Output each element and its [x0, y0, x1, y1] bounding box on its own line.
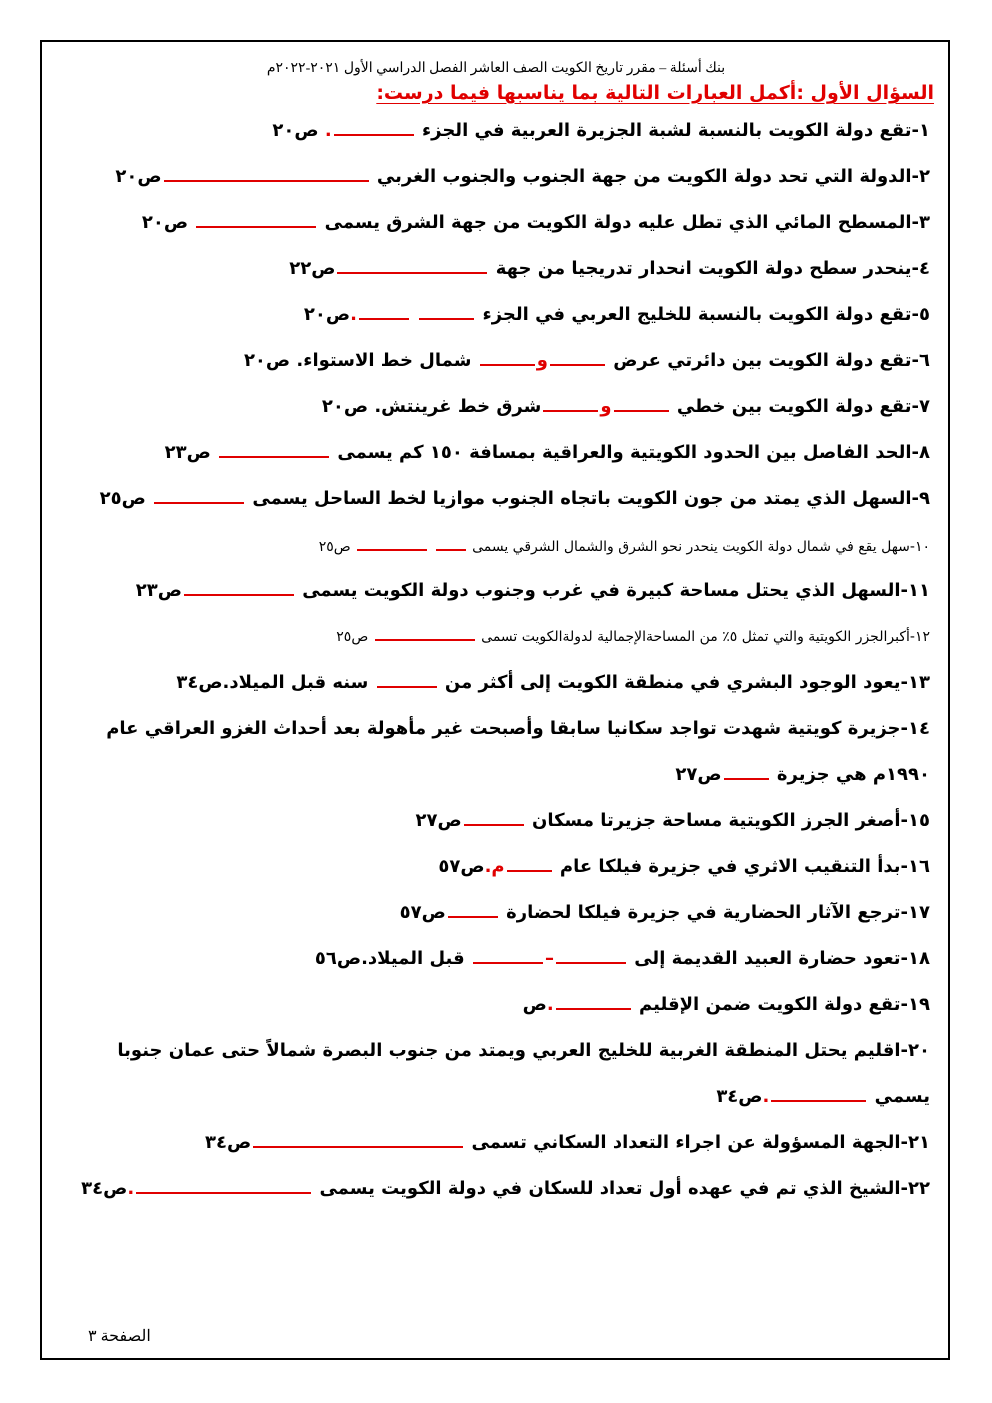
- answer-blank[interactable]: [419, 304, 474, 320]
- answer-blank[interactable]: [436, 535, 466, 551]
- answer-blank[interactable]: [480, 350, 535, 366]
- question-10: ١٠-سهل يقع في شمال دولة الكويت ينحدر نحو الشرق والشمال الشرقي يسمى ص٢٥: [60, 534, 930, 560]
- question-15: ١٥-أصغر الجرز الكويتية مساحة جزيرتا مسكان ص٢٧: [415, 810, 930, 831]
- answer-blank[interactable]: [448, 902, 498, 918]
- page-header: بنك أسئلة – مقرر تاريخ الكويت الصف العاشر الفصل الدراسي الأول ٢٠٢١-٢٠٢٢م: [266, 61, 726, 76]
- question-3: ٣-المسطح المائي الذي تطل عليه دولة الكويت من جهة الشرق يسمى ص٢٠: [141, 212, 930, 233]
- question-13: ١٣-يعود الوجود البشري في منطقة الكويت إلى أكثر من سنه قبل الميلاد.ص٣٤: [176, 672, 930, 693]
- answer-blank[interactable]: [771, 1086, 866, 1102]
- answer-blank[interactable]: [550, 350, 605, 366]
- question-16: ١٦-بدأ التنقيب الاثري في جزيرة فيلكا عام م.ص٥٧: [438, 856, 930, 877]
- answer-blank[interactable]: [357, 535, 427, 551]
- answer-blank[interactable]: [556, 948, 626, 964]
- question-8: ٨-الحد الفاصل بين الحدود الكويتية والعراقية بمسافة ١٥٠ كم يسمى ص٢٣: [164, 442, 930, 463]
- answer-blank[interactable]: [724, 764, 769, 780]
- question-12: ١٢-أكبرالجزر الكويتية والتي تمثل ٥٪ من المساحةالإجمالية لدولةالكويت تسمى ص٢٥: [60, 624, 930, 650]
- answer-blank[interactable]: [337, 258, 487, 274]
- page-number: الصفحة ٣: [88, 1328, 151, 1345]
- question-22: ٢٢-الشيخ الذي تم في عهده أول تعداد للسكان في دولة الكويت يسمى .ص٣٤: [81, 1178, 930, 1199]
- answer-blank[interactable]: [334, 120, 414, 136]
- question-title: السؤال الأول :أكمل العبارات التالية بما يناسبها فيما درست:: [376, 82, 934, 104]
- question-18: ١٨-تعود حضارة العبيد القديمة إلى – قبل الميلاد.ص٥٦: [314, 948, 930, 969]
- question-2: ٢-الدولة التي تحد دولة الكويت من جهة الجنوب والجنوب الغربي ص٢٠: [115, 166, 930, 187]
- answer-blank[interactable]: [219, 442, 329, 458]
- answer-blank[interactable]: [377, 672, 437, 688]
- page-border: [40, 40, 950, 1360]
- answer-blank[interactable]: [154, 488, 244, 504]
- question-19: ١٩-تقع دولة الكويت ضمن الإقليم .ص: [522, 994, 930, 1015]
- answer-blank[interactable]: [556, 994, 631, 1010]
- answer-blank[interactable]: [253, 1132, 463, 1148]
- question-20: ٢٠-اقليم يحتل المنطقة الغربية للخليج العربي ويمتد من جنوب البصرة شمالاً حتى عمان جنوبا: [117, 1040, 930, 1061]
- answer-blank[interactable]: [614, 396, 669, 412]
- question-9: ٩-السهل الذي يمتد من جون الكويت باتجاه الجنوب موازيا لخط الساحل يسمى ص٢٥: [99, 488, 930, 509]
- question-20-continued: يسمي .ص٣٤: [716, 1086, 930, 1107]
- question-11: ١١-السهل الذي يحتل مساحة كبيرة في غرب وجنوب دولة الكويت يسمى ص٢٣: [135, 580, 930, 601]
- answer-blank[interactable]: [164, 166, 369, 182]
- answer-blank[interactable]: [196, 212, 316, 228]
- question-4: ٤-ينحدر سطح دولة الكويت انحدار تدريجيا من جهة ص٢٢: [289, 258, 930, 279]
- question-17: ١٧-ترجع الآثار الحضارية في جزيرة فيلكا لحضارة ص٥٧: [399, 902, 930, 923]
- answer-blank[interactable]: [136, 1178, 311, 1194]
- question-5: ٥-تقع دولة الكويت بالنسبة للخليج العربي في الجزء .ص٢٠: [303, 304, 930, 325]
- question-14-continued: ١٩٩٠م هي جزيرة ص٢٧: [675, 764, 930, 785]
- answer-blank[interactable]: [543, 396, 598, 412]
- answer-blank[interactable]: [359, 304, 409, 320]
- answer-blank[interactable]: [184, 580, 294, 596]
- question-7: ٧-تقع دولة الكويت بين خطي وشرق خط غرينتش. ص٢٠: [321, 396, 930, 417]
- answer-blank[interactable]: [464, 810, 524, 826]
- answer-blank[interactable]: [507, 856, 552, 872]
- question-14: ١٤-جزيرة كويتية شهدت تواجد سكانيا سابقا وأصبحت غير مأهولة بعد أحداث الغزو العراقي عام: [106, 718, 930, 739]
- question-1: ١-تقع دولة الكويت بالنسبة لشبة الجزيرة العربية في الجزء . ص٢٠: [272, 120, 930, 141]
- answer-blank[interactable]: [473, 948, 543, 964]
- question-21: ٢١-الجهة المسؤولة عن اجراء التعداد السكاني تسمى ص٣٤: [205, 1132, 930, 1153]
- question-6: ٦-تقع دولة الكويت بين دائرتي عرض و شمال خط الاستواء. ص٢٠: [243, 350, 930, 371]
- answer-blank[interactable]: [375, 625, 475, 641]
